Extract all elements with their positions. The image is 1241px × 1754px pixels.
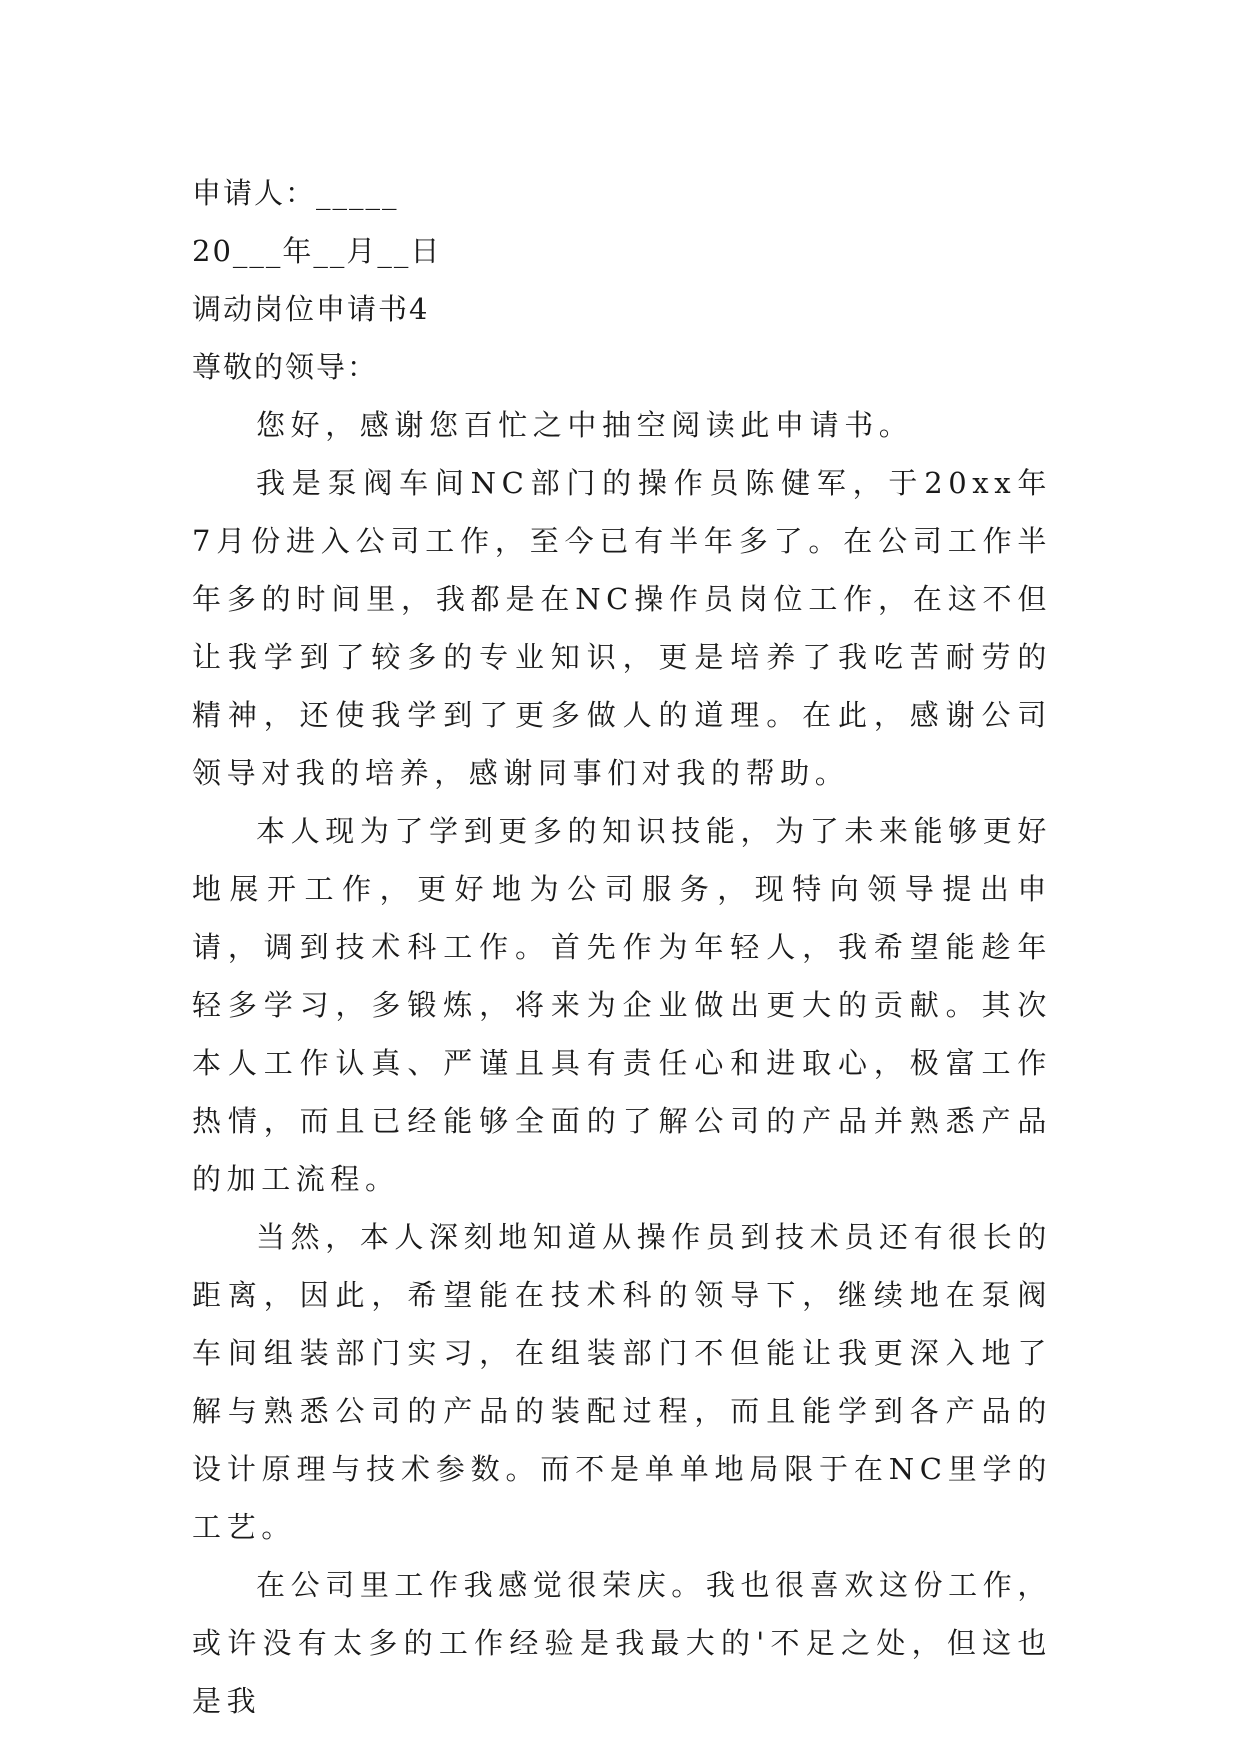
paragraph-greeting: 您好，感谢您百忙之中抽空阅读此申请书。	[256, 408, 914, 442]
paragraph-awareness: 当然，本人深刻地知道从操作员到技术员还有很长的距离，因此，希望能在技术科的领导下，继续地在泵阀车间组装部门实习，在组装部门不但能让我更深入地了解与熟悉公司的产品的装配过程，而且能学到各产品的设计原理与技术参数。而不是单单地局限于在NC里学的工艺。	[192, 1220, 1052, 1544]
applicant-line: 申请人：_____	[192, 176, 399, 210]
paragraph-request: 本人现为了学到更多的知识技能，为了未来能够更好地展开工作，更好地为公司服务，现特向领导提出申请，调到技术科工作。首先作为年轻人，我希望能趁年轻多学习，多锻炼，将来为企业做出更大的贡献。其次本人工作认真、严谨且具有责任心和进取心，极富工作热情，而且已经能够全面的了解公司的产品并熟悉产品的加工流程。	[192, 814, 1052, 1196]
salutation: 尊敬的领导：	[192, 350, 379, 384]
document-title: 调动岗位申请书4	[192, 292, 430, 326]
date-line: 20___年__月__日	[192, 234, 442, 268]
document-body	[192, 164, 1052, 1730]
paragraph-closing: 在公司里工作我感觉很荣庆。我也很喜欢这份工作，或许没有太多的工作经验是我最大的'不足之处，但这也是我	[192, 1568, 1052, 1718]
paragraph-introduction: 我是泵阀车间NC部门的操作员陈健军，于20xx年7月份进入公司工作，至今已有半年多了。在公司工作半年多的时间里，我都是在NC操作员岗位工作，在这不但让我学到了较多的专业知识，更是培养了我吃苦耐劳的精神，还使我学到了更多做人的道理。在此，感谢公司领导对我的培养，感谢同事们对我的帮助。	[192, 466, 1052, 790]
